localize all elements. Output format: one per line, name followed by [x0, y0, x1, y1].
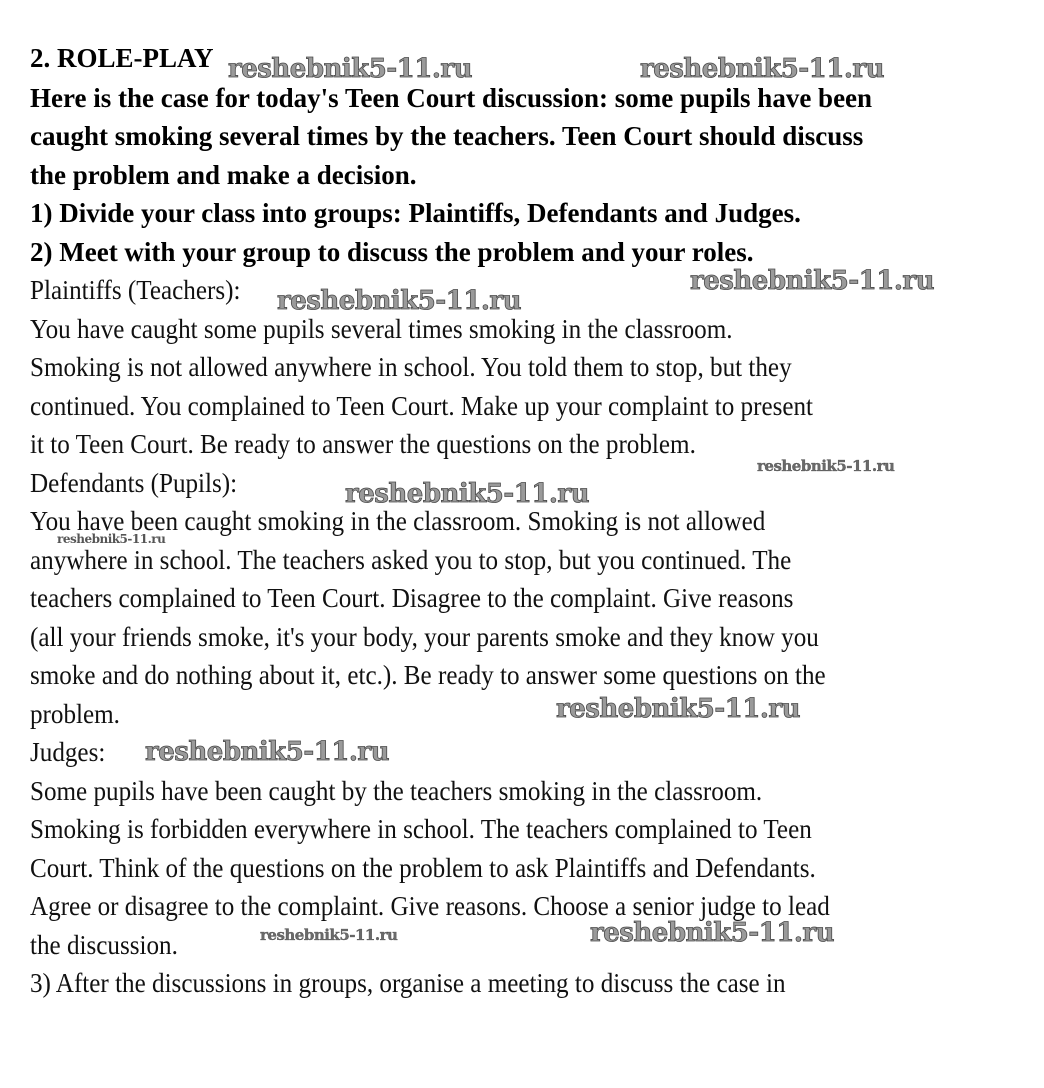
- defendants-line: (all your friends smoke, it's your body, your parents smoke and they know you: [30, 622, 819, 652]
- section-heading: 2. ROLE-PLAY: [30, 43, 214, 73]
- defendants-line: problem.: [30, 699, 120, 729]
- watermark: reshebnik5-11.ru: [57, 532, 166, 546]
- plaintiffs-line: continued. You complained to Teen Court. Make up your complaint to present: [30, 391, 814, 421]
- watermark: reshebnik5-11.ru: [640, 54, 885, 84]
- judges-line: the discussion.: [30, 930, 178, 960]
- intro-line: Here is the case for today's Teen Court discussion: some pupils have been: [30, 83, 873, 113]
- watermark: reshebnik5-11.ru: [556, 694, 801, 724]
- defendants-line: smoke and do nothing about it, etc.). Be ready to answer some questions on the: [30, 660, 826, 690]
- intro-line: caught smoking several times by the teachers. Teen Court should discuss: [30, 121, 864, 151]
- intro-line: the problem and make a decision.: [30, 160, 417, 190]
- step-1: 1) Divide your class into groups: Plaintiffs, Defendants and Judges.: [30, 198, 801, 228]
- plaintiffs-title: Plaintiffs (Teachers):: [30, 275, 241, 305]
- defendants-line: teachers complained to Teen Court. Disagree to the complaint. Give reasons: [30, 583, 794, 613]
- watermark: reshebnik5-11.ru: [277, 286, 522, 316]
- defendants-line: You have been caught smoking in the classroom. Smoking is not allowed: [30, 506, 766, 536]
- plaintiffs-line: You have caught some pupils several times smoking in the classroom.: [30, 314, 733, 344]
- plaintiffs-line: Smoking is not allowed anywhere in school. You told them to stop, but they: [30, 352, 792, 382]
- judges-line: Smoking is forbidden everywhere in school. The teachers complained to Teen: [30, 814, 812, 844]
- defendants-title: Defendants (Pupils):: [30, 468, 238, 498]
- step-2: 2) Meet with your group to discuss the problem and your roles.: [30, 237, 754, 267]
- watermark: reshebnik5-11.ru: [145, 737, 390, 767]
- watermark: reshebnik5-11.ru: [260, 926, 398, 944]
- plaintiffs-line: it to Teen Court. Be ready to answer the questions on the problem.: [30, 429, 696, 459]
- judges-title: Judges:: [30, 737, 106, 767]
- watermark: reshebnik5-11.ru: [228, 54, 473, 84]
- judges-line: Some pupils have been caught by the teachers smoking in the classroom.: [30, 776, 763, 806]
- judges-line: Court. Think of the questions on the problem to ask Plaintiffs and Defendants.: [30, 853, 816, 883]
- watermark: reshebnik5-11.ru: [590, 918, 835, 948]
- watermark: reshebnik5-11.ru: [690, 266, 935, 296]
- watermark: reshebnik5-11.ru: [757, 457, 895, 475]
- step-3: 3) After the discussions in groups, organise a meeting to discuss the case in: [30, 968, 786, 998]
- watermark: reshebnik5-11.ru: [345, 479, 590, 509]
- defendants-line: anywhere in school. The teachers asked you to stop, but you continued. The: [30, 545, 792, 575]
- judges-line: Agree or disagree to the complaint. Give reasons. Choose a senior judge to lead: [30, 891, 830, 921]
